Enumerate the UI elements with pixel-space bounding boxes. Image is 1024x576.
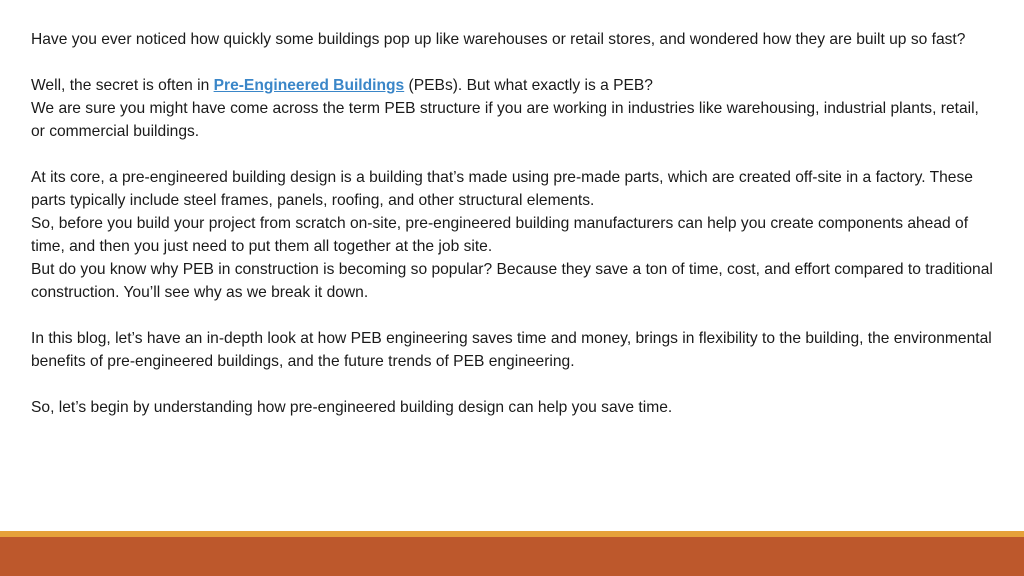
paragraph-gap: [31, 143, 993, 166]
paragraph-popularity: But do you know why PEB in construction is becoming so popular? Because they save a ton of time, cost, and effort compared to traditional construction. You’ll see why as we break it down.: [31, 261, 993, 301]
paragraph-gap: [31, 51, 993, 74]
paragraph-peb-term: We are sure you might have come across the term PEB structure if you are working in industries like warehousing, industrial plants, retail, or commercial buildings.: [31, 100, 979, 140]
paragraph-intro-question: Have you ever noticed how quickly some buildings pop up like warehouses or retail stores, and wondered how they are built up so fast?: [31, 31, 966, 48]
paragraph-core-definition: At its core, a pre-engineered building design is a building that’s made using pre-made parts, which are created off-site in a factory. These parts typically include steel frames, panels, roofing, and other structural elements.: [31, 169, 973, 209]
body-text: [31, 28, 993, 419]
pre-engineered-buildings-link[interactable]: Pre-Engineered Buildings: [213, 77, 405, 94]
paragraph-peb-secret-lead: Well, the secret is often in: [31, 77, 214, 94]
paragraph-manufacturers: So, before you build your project from scratch on-site, pre-engineered building manufacturers can help you create components ahead of time, and then you just need to put them all together at the job site.: [31, 215, 969, 255]
paragraph-gap: [31, 304, 993, 327]
paragraph-closing: So, let’s begin by understanding how pre-engineered building design can help you save time.: [31, 399, 673, 416]
footer-bar: [0, 537, 1024, 576]
paragraph-blog-overview: In this blog, let’s have an in-depth look at how PEB engineering saves time and money, brings in flexibility to the building, the environmental benefits of pre-engineered buildings, and the future trends of PEB engineering.: [31, 330, 992, 370]
paragraph-peb-secret-tail: (PEBs). But what exactly is a PEB?: [404, 77, 653, 94]
paragraph-gap: [31, 373, 993, 396]
paragraph-peb-secret: [31, 74, 993, 97]
